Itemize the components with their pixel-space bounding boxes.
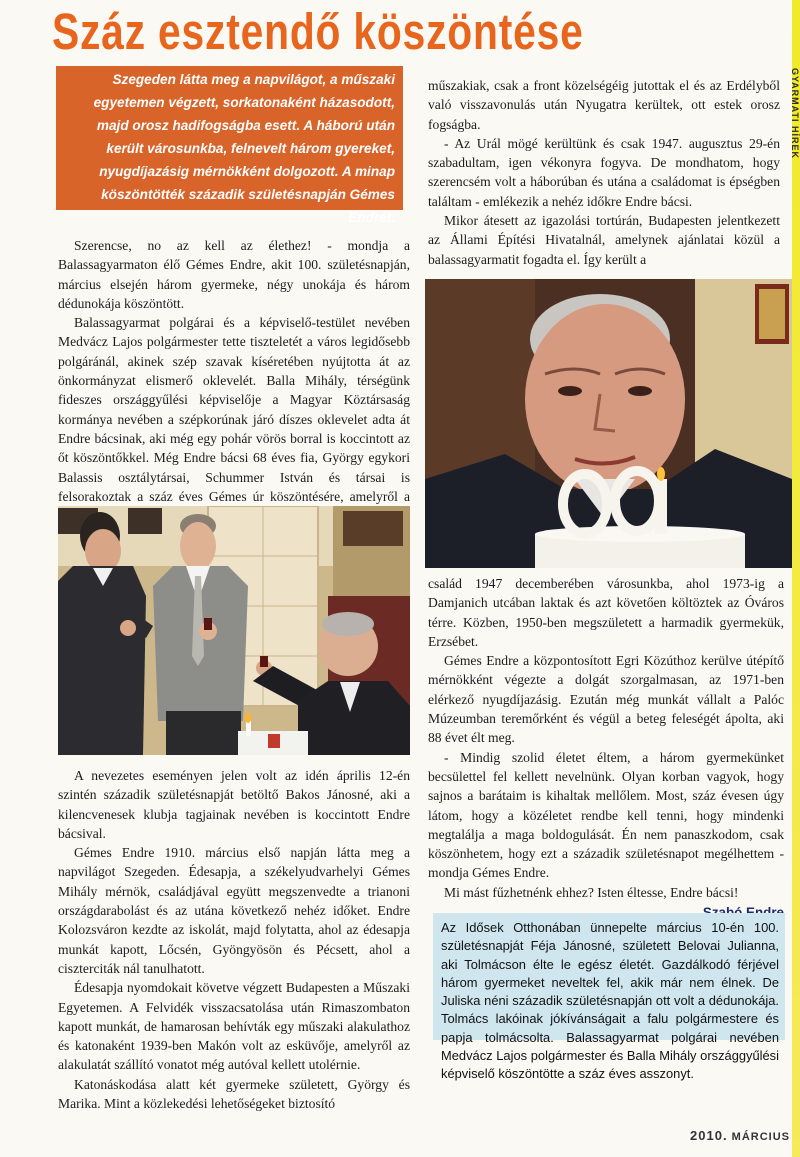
paragraph: család 1947 decemberében városunkba, ahol 1973-ig a Damjanich utcában laktak és azt követően költöztek az Óváros térre. Közben, 1950-ben megszületett a harmadik gyermekük, Erzsébet. bbox=[428, 576, 784, 649]
sidebar-box bbox=[433, 913, 785, 1082]
left-column-top bbox=[58, 236, 410, 525]
footer-year: 2010. bbox=[690, 1128, 728, 1143]
photo-toast-scene-image bbox=[58, 506, 410, 755]
paragraph: Édesapja nyomdokait követve végzett Budapesten a Műszaki Egyetemen. A Felvidék visszacsatolása után Rimaszombaton kapott munkát, de hamarosan behívták egy műszaki alakulathoz és katonaként 1939-ben Makón volt az esküvője, amelyről az alakulatát szállító vonatot még autóval kellett utolérnie. bbox=[58, 980, 410, 1073]
photo-portrait-cake bbox=[425, 279, 792, 568]
paragraph: Szerencse, no az kell az élethez! - mondja a Balassagyarmaton élő Gémes Endre, akit 100. születésnapján, március elsején három gyermeke, négy unokája és három dédunokája köszöntött. bbox=[58, 238, 410, 311]
article-title: Száz esztendő köszöntése bbox=[52, 3, 584, 60]
paragraph: Gémes Endre a központosított Egri Közúthoz kerülve útépítő mérnökként végezte a dolgát szorgalmasan, az 1971-ben elérkező nyugdíjazásig. Ezután még munkát vállalt a Palóc Múzeumban teremőrként és végül a beteg feleségét ápolta, aki 88 évet élt meg. bbox=[428, 653, 784, 746]
left-column-bottom bbox=[58, 766, 410, 1113]
paragraph: Balassagyarmat polgárai és a képviselő-testület nevében Medvácz Lajos polgármester tette tiszteletét a város legidősebb polgáránál, akinek szép szavak kíséretében nyújtotta át az önkormányzat elismerő oklevelét. Balla Mihály, térségünk fideszes országgyűlési képviselője a Magyar Köztársaság kormánya nevében a szépkorúnak járó díszes oklevelet adta át Endre bácsinak, aki még egy pohár vörös borral is koccintott az őt köszöntőkkel. Még Endre bácsi 68 éves fia, György egykori Balassis osztálytársai, Schummer István és társai is felsorakoztak a száz éves Gémes úr köszöntésére, amelyről a bbox=[58, 315, 410, 504]
paragraph: Gémes Endre 1910. március első napján látta meg a napvilágot Szegeden. Édesapja, a székelyudvarhelyi Gémes Mihály mérnök, családjával együtt megszenvedte a trianoni országdarabolást és az utána következő nehéz időket. Endre Kolozsváron kezdte az iskolát, majd folytatta, ahol az édesapja munkát kapott, Lőcsén, Gyöngyösön és Pécsett, ahol a ciszterciták nál tanulhatott. bbox=[58, 845, 410, 976]
paragraph: - Az Urál mögé kerültünk és csak 1947. augusztus 29-én szabadultam, igen vékonyra fogyva. De mondhatom, hogy szerencsém volt a háborúban és utána a családomat is épségben találtam - emlékezik a nehéz időkre Endre bácsi. bbox=[428, 135, 780, 209]
right-column-mid bbox=[428, 574, 784, 922]
paragraph: Katonáskodása alatt két gyermeke született, György és Marika. Mint a közlekedési lehetőségeket biztosító bbox=[58, 1076, 410, 1112]
paragraph: műszakiak, csak a front közelségéig jutottak el és az Erdélyből való visszavonulás után Nyugatra kerültek, ott estek orosz fogságba. bbox=[428, 78, 780, 132]
edge-label: GYARMATI HÍREK bbox=[790, 68, 800, 160]
page-footer bbox=[660, 1128, 790, 1143]
paragraph: Mikor átesett az igazolási tortúrán, Budapesten jelentkezett az Állami Építési Hivatalnál, amelynek ajánlatai közül a balassagyarmatit fogadta el. Így került a bbox=[428, 213, 780, 267]
photo-toast-scene bbox=[58, 506, 410, 755]
paragraph: - Mindig szolid életet éltem, a három gyermekünket becsülettel fel kellett nevelnünk. Olyan korban vagyok, hogy sajnos a barátaim is kihaltak mellőlem. Most, száz évesen úgy látom, hogy a közéletet rendbe kell tenni, hogy mindenki megtalálja a maga boldogulását. Én nem panaszkodom, csak köszönhetem, hogy ezt a századik születésnapot megélhettem - mondja Gémes Endre. bbox=[428, 749, 784, 881]
paragraph: Mi mást fűzhetnénk ehhez? Isten éltesse, Endre bácsi! bbox=[444, 884, 739, 900]
right-column-top bbox=[428, 76, 780, 269]
footer-month: MÁRCIUS bbox=[731, 1131, 790, 1143]
sidebar-box-text: Az Idősek Otthonában ünnepelte március 10-én 100. születésnapját Féja Jánosné, született Belovai Julianna, aki Tolmácson élte le egész életét. Gazdálkodó férjével három gyermeket neveltek fel, akik már nem élnek. De Juliska néni századik születésnapján ott volt a dédunokája. Tolmács lakóinak jókívánságait a falu polgármestere és papja tolmácsolta. Balassagyarmat polgárai nevében Medvácz Lajos polgármester és Balla Mihály országgyűlési képviselő köszöntötte a száz éves asszonyt. bbox=[441, 920, 779, 1082]
page-edge-strip bbox=[792, 0, 800, 1157]
photo-portrait-cake-image bbox=[425, 279, 792, 568]
paragraph: A nevezetes eseményen jelen volt az idén április 12-én szintén századik születésnapját betöltő Bakos Jánosné, aki a kilencvenesek klubja tagjainak nevében is koccintott Endre bácsival. bbox=[58, 768, 410, 841]
article-lead: Szegeden látta meg a napvilágot, a műszaki egyetemen végzett, sorkatonaként házasodott, majd orosz hadifogságba esett. A háború után került városunkba, felnevelt három gyereket, nyugdíjazásig mérnökként dolgozott. A minap köszöntötték századik születésnapján Gémes Endrét. bbox=[56, 66, 403, 210]
